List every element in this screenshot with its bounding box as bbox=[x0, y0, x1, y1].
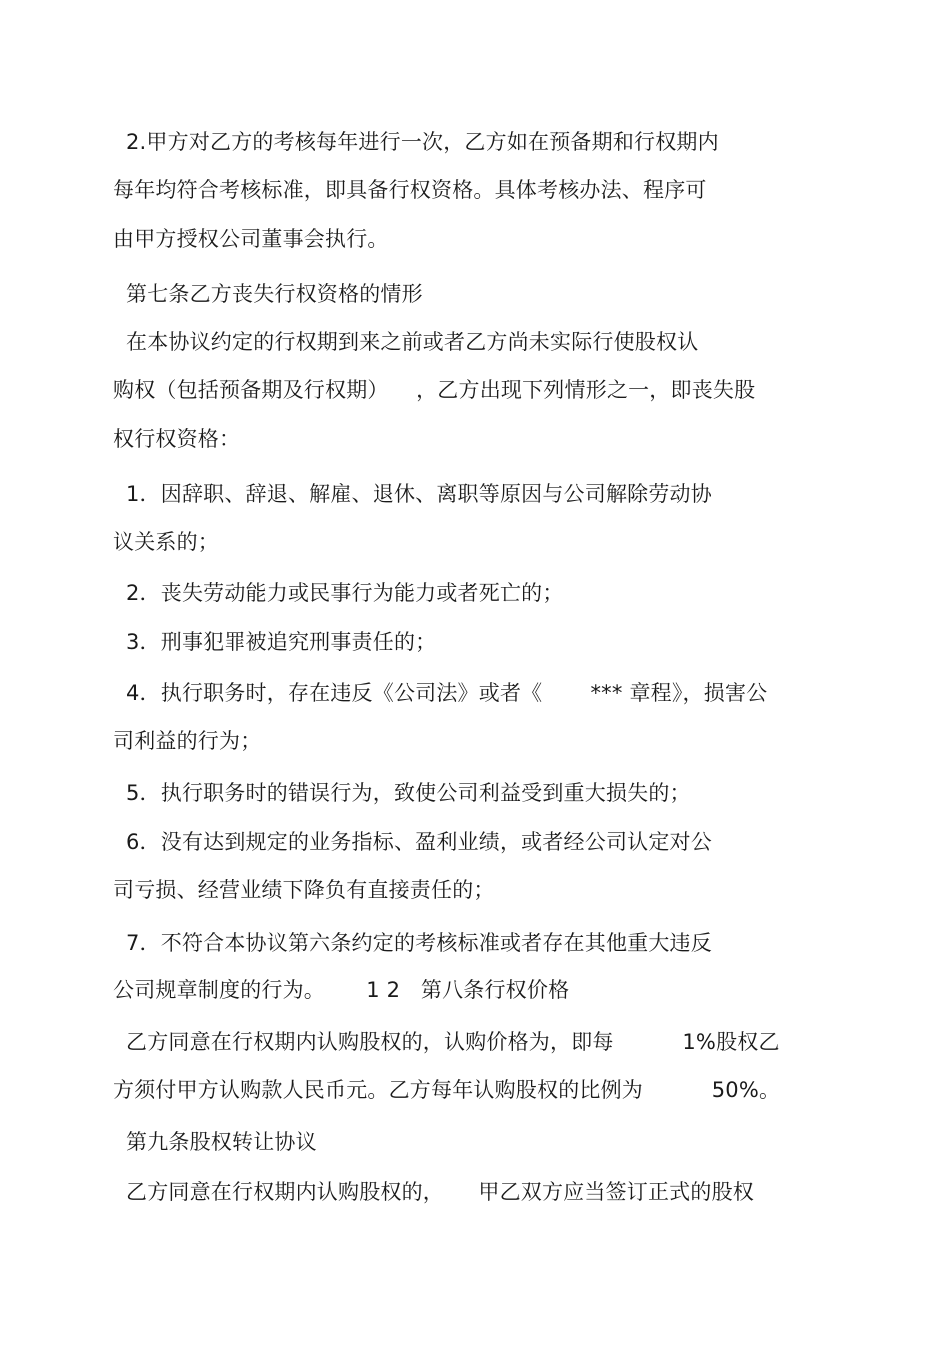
text-line: 由甲方授权公司董事会执行。 bbox=[113, 227, 389, 251]
text-line: 公司规章制度的行为。 1 2 第八条行权价格 bbox=[113, 978, 570, 1002]
list-item: 3．刑事犯罪被追究刑事责任的； bbox=[126, 630, 437, 654]
list-item: 1．因辞职、辞退、解雇、退休、离职等原因与公司解除劳动协 bbox=[126, 482, 712, 506]
list-item: 7．不符合本协议第六条约定的考核标准或者存在其他重大违反 bbox=[126, 931, 712, 955]
text-line: 购权（包括预备期及行权期） ，乙方出现下列情形之一，即丧失股 bbox=[113, 378, 756, 402]
text-line: 乙方同意在行权期内认购股权的， 甲乙双方应当签订正式的股权 bbox=[126, 1180, 754, 1204]
section-heading: 第九条股权转让协议 bbox=[126, 1130, 317, 1154]
text-line: 权行权资格： bbox=[113, 427, 241, 451]
text-line: 司亏损、经营业绩下降负有直接责任的； bbox=[113, 878, 495, 902]
list-item: 5．执行职务时的错误行为，致使公司利益受到重大损失的； bbox=[126, 781, 691, 805]
text-line: 2.甲方对乙方的考核每年进行一次，乙方如在预备期和行权期内 bbox=[126, 130, 719, 154]
text-line: 在本协议约定的行权期到来之前或者乙方尚未实际行使股权认 bbox=[126, 330, 699, 354]
text-line: 每年均符合考核标准，即具备行权资格。具体考核办法、程序可 bbox=[113, 178, 707, 202]
text-line: 司利益的行为； bbox=[113, 729, 262, 753]
list-item: 4．执行职务时，存在违反《公司法》或者《 *** 章程》，损害公 bbox=[126, 681, 768, 705]
text-line: 方须付甲方认购款人民币元。乙方每年认购股权的比例为 50%。 bbox=[113, 1078, 781, 1102]
section-heading: 第七条乙方丧失行权资格的情形 bbox=[126, 282, 423, 306]
list-item: 6．没有达到规定的业务指标、盈利业绩，或者经公司认定对公 bbox=[126, 830, 712, 854]
list-item: 2．丧失劳动能力或民事行为能力或者死亡的； bbox=[126, 581, 564, 605]
text-line: 议关系的； bbox=[113, 530, 219, 554]
text-line: 乙方同意在行权期内认购股权的，认购价格为，即每 1%股权乙 bbox=[126, 1030, 780, 1054]
